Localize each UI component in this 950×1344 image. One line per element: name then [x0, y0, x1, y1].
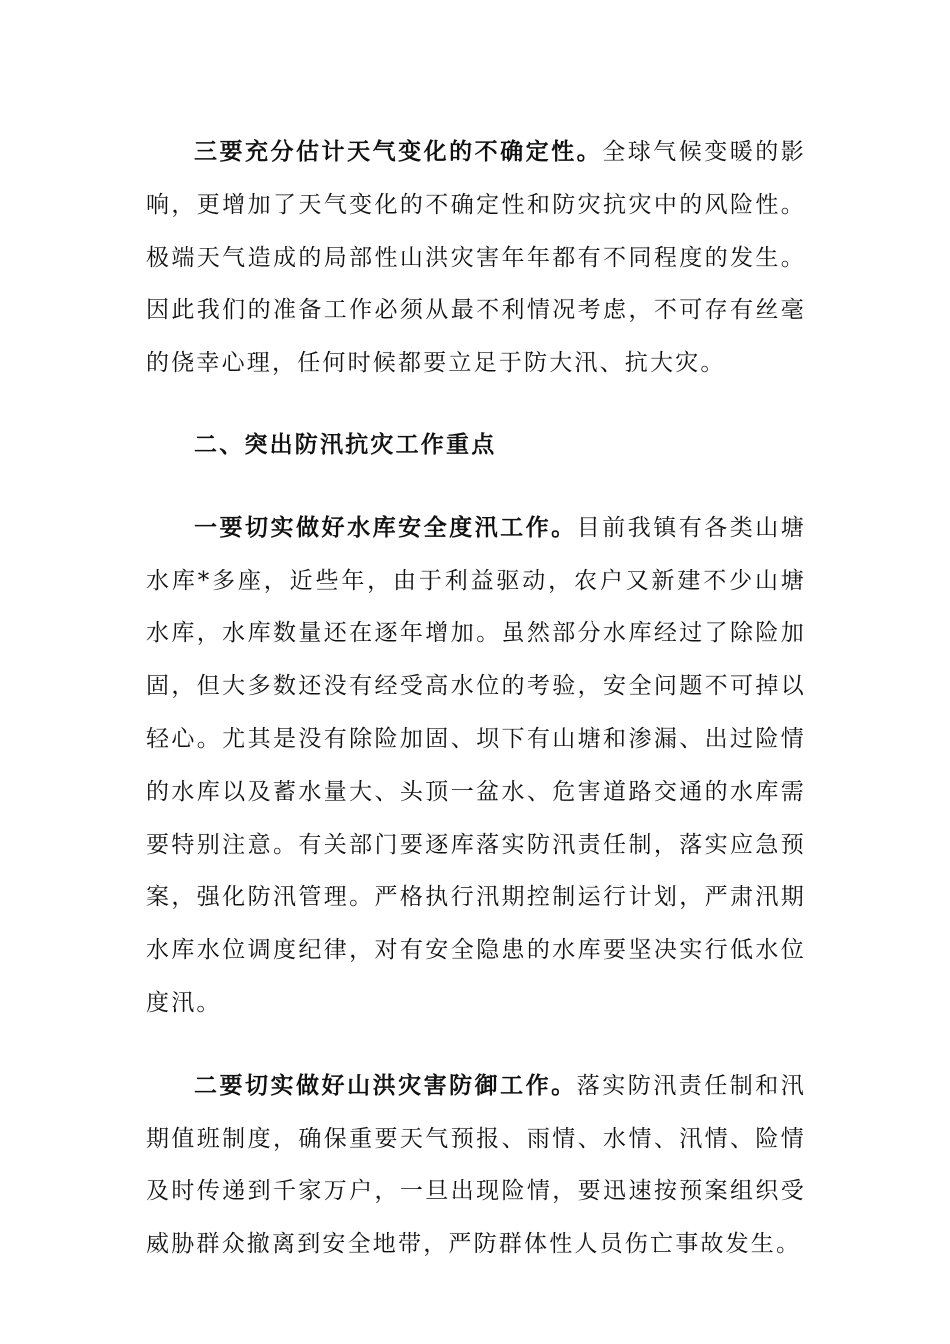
- paragraph-weather-uncertainty: [146, 126, 806, 390]
- paragraph-body: 落实防汛责任制和汛期值班制度，确保重要天气预报、雨情、水情、汛情、险情及时传递到千家万户，一旦出现险情，要迅速按预案组织受威胁群众撤离到安全地带，严防群体性人员伤亡事故发生。: [146, 1072, 806, 1258]
- paragraph-body: 全球气候变暖的影响，更增加了天气变化的不确定性和防灾抗灾中的风险性。极端天气造成的局部性山洪灾害年年都有不同程度的发生。因此我们的准备工作必须从最不利情况考虑，不可存有丝毫的侥幸心理，任何时候都要立足于防大汛、抗大灾。: [146, 139, 806, 377]
- paragraph-reservoir-safety: [146, 502, 806, 1030]
- paragraph-body: 目前我镇有各类山塘水库*多座，近些年，由于利益驱动，农户又新建不少山塘水库，水库数量还在逐年增加。虽然部分水库经过了除险加固，但大多数还没有经受高水位的考验，安全问题不可掉以轻心。尤其是没有除险加固、坝下有山塘和渗漏、出过险情的水库以及蓄水量大、头顶一盆水、危害道路交通的水库需要特别注意。有关部门要逐库落实防汛责任制，落实应急预案，强化防汛管理。严格执行汛期控制运行计划，严肃汛期水库水位调度纪律，对有安全隐患的水库要坚决实行低水位度汛。: [146, 514, 806, 1016]
- paragraph-lead: 一要切实做好水库安全度汛工作。: [194, 513, 577, 541]
- section-heading: 二、突出防汛抗灾工作重点: [194, 430, 497, 458]
- paragraph-lead: 三要充分估计天气变化的不确定性。: [194, 138, 603, 165]
- paragraph-flash-flood-defense: [146, 1060, 806, 1271]
- paragraph-lead: 二要切实做好山洪灾害防御工作。: [194, 1071, 577, 1099]
- document-page: [146, 126, 806, 1271]
